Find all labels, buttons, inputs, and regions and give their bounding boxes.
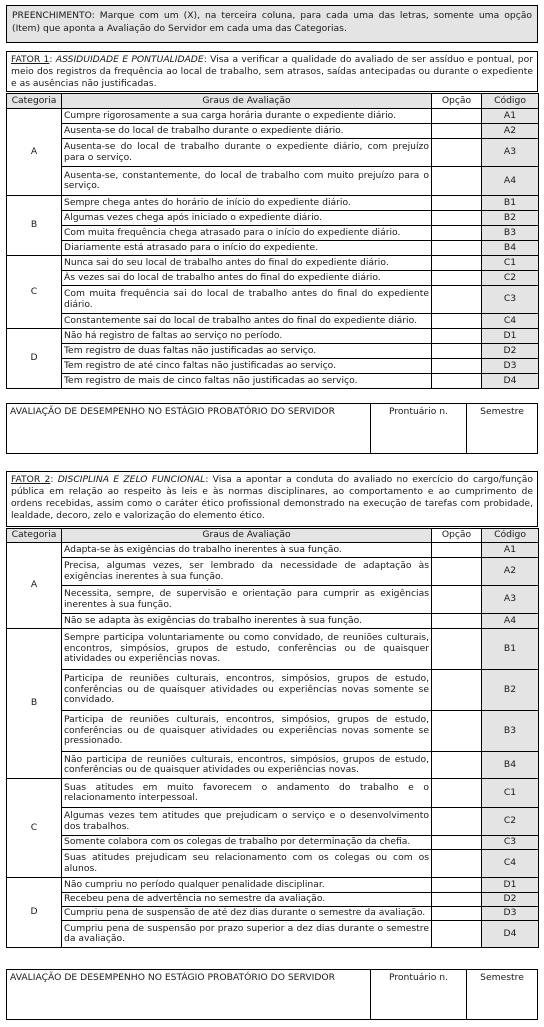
grade-description: Cumpriu pena de suspensão de até dez dias durante o semestre da avaliação. xyxy=(62,907,432,921)
grade-description: Ausenta-se do local de trabalho durante o expediente diário. xyxy=(62,124,432,139)
table-row xyxy=(7,167,539,196)
fator2-title: DISCIPLINA E ZELO FUNCIONAL xyxy=(57,474,206,485)
code-cell: B2 xyxy=(482,670,539,711)
grade-description: Adapta-se às exigências do trabalho inerentes à sua função. xyxy=(62,543,432,558)
table-row xyxy=(7,907,539,921)
fator1-description: : Visa a verificar a qualidade do avaliado de ser assíduo e pontual, por meio dos registros da frequência ao local de trabalho, sem atrasos, saídas antecipadas ou durante o expediente e as ausências não justificadas. xyxy=(11,54,533,89)
option-cell[interactable] xyxy=(432,271,482,286)
opcao-header: Opção xyxy=(432,94,482,109)
grade-description: Não há registro de faltas ao serviço no período. xyxy=(62,329,432,344)
grade-description: Somente colabora com os colegas de trabalho por determinação da chefia. xyxy=(62,836,432,850)
table-row xyxy=(7,752,539,779)
codigo-header: Código xyxy=(482,94,539,109)
option-cell[interactable] xyxy=(432,286,482,314)
fator2-table xyxy=(6,528,539,948)
category-cell: B xyxy=(7,629,62,779)
option-cell[interactable] xyxy=(432,124,482,139)
table-row xyxy=(7,836,539,850)
grade-description: Tem registro de mais de cinco faltas não justificadas ao serviço. xyxy=(62,374,432,389)
categoria-header: Categoria xyxy=(7,529,62,543)
code-cell: B3 xyxy=(482,711,539,752)
grade-description: Participa de reuniões culturais, encontros, simpósios, grupos de estudo, conferências ou de quaisquer atividades ou experiências novas somente se convidado. xyxy=(62,670,432,711)
fator2-intro xyxy=(6,471,538,527)
option-cell[interactable] xyxy=(432,314,482,329)
fator1-label: FATOR 1 xyxy=(11,54,50,65)
grade-description: Não se adapta às exigências do trabalho inerentes à sua função. xyxy=(62,614,432,629)
option-cell[interactable] xyxy=(432,614,482,629)
fator2-colon: : xyxy=(50,474,58,485)
category-cell: D xyxy=(7,878,62,948)
option-cell[interactable] xyxy=(432,374,482,389)
table-row xyxy=(7,614,539,629)
table-row xyxy=(7,124,539,139)
option-cell[interactable] xyxy=(432,836,482,850)
code-cell: D3 xyxy=(482,359,539,374)
grade-description: Diariamente está atrasado para o início do expediente. xyxy=(62,241,432,256)
code-cell: D1 xyxy=(482,878,539,893)
option-cell[interactable] xyxy=(432,670,482,711)
option-cell[interactable] xyxy=(432,359,482,374)
code-cell: A4 xyxy=(482,614,539,629)
fator1-intro xyxy=(6,51,538,92)
graus-header: Graus de Avaliação xyxy=(62,529,432,543)
fator1-footer xyxy=(6,403,538,454)
code-cell: B2 xyxy=(482,211,539,226)
option-cell[interactable] xyxy=(432,907,482,921)
table-row xyxy=(7,256,539,271)
grade-description: Com muita frequência chega atrasado para o início do expediente diário. xyxy=(62,226,432,241)
code-cell: D4 xyxy=(482,921,539,948)
code-cell: C2 xyxy=(482,808,539,836)
grade-description: Algumas vezes chega após iniciado o expediente diário. xyxy=(62,211,432,226)
table-row xyxy=(7,359,539,374)
table-row xyxy=(7,226,539,241)
code-cell: A4 xyxy=(482,167,539,196)
prontuario-field[interactable]: Prontuário n. xyxy=(371,970,467,1019)
table-row xyxy=(7,241,539,256)
footer-title: AVALIAÇÃO DE DESEMPENHO NO ESTÁGIO PROBATÓRIO DO SERVIDOR xyxy=(7,404,371,453)
grade-description: Cumpriu pena de suspensão por prazo superior a dez dias durante o semestre da avaliação. xyxy=(62,921,432,948)
option-cell[interactable] xyxy=(432,241,482,256)
grade-description: Ausenta-se do local de trabalho durante o expediente diário, com prejuízo para o serviço. xyxy=(62,139,432,167)
instructions-text: PREENCHIMENTO: Marque com um (X), na terceira coluna, para cada uma das letras, somente uma opção (Item) que aponta a Avaliação do Servidor em cada uma das Categorias. xyxy=(12,10,532,34)
table-row xyxy=(7,314,539,329)
table-row xyxy=(7,196,539,211)
fator2-footer xyxy=(6,969,538,1020)
option-cell[interactable] xyxy=(432,850,482,878)
category-cell: D xyxy=(7,329,62,389)
code-cell: B3 xyxy=(482,226,539,241)
grade-description: Sempre chega antes do horário de início do expediente diário. xyxy=(62,196,432,211)
code-cell: D2 xyxy=(482,893,539,907)
code-cell: C3 xyxy=(482,836,539,850)
category-cell: A xyxy=(7,543,62,629)
table-row xyxy=(7,286,539,314)
option-cell[interactable] xyxy=(432,752,482,779)
option-cell[interactable] xyxy=(432,211,482,226)
fator1-colon: : xyxy=(49,54,56,65)
option-cell[interactable] xyxy=(432,808,482,836)
table-row xyxy=(7,893,539,907)
category-cell: A xyxy=(7,109,62,196)
table-row xyxy=(7,211,539,226)
opcao-header: Opção xyxy=(432,529,482,543)
option-cell[interactable] xyxy=(432,779,482,808)
table-row xyxy=(7,878,539,893)
code-cell: C2 xyxy=(482,271,539,286)
table-row xyxy=(7,344,539,359)
footer-title: AVALIAÇÃO DE DESEMPENHO NO ESTÁGIO PROBATÓRIO DO SERVIDOR xyxy=(7,970,371,1019)
grade-description: Às vezes sai do local de trabalho antes do final do expediente diário. xyxy=(62,271,432,286)
option-cell[interactable] xyxy=(432,329,482,344)
categoria-header: Categoria xyxy=(7,94,62,109)
option-cell[interactable] xyxy=(432,226,482,241)
grade-description: Algumas vezes tem atitudes que prejudicam o serviço e o desenvolvimento dos trabalhos. xyxy=(62,808,432,836)
code-cell: C3 xyxy=(482,286,539,314)
table-header-row xyxy=(7,529,539,543)
option-cell[interactable] xyxy=(432,167,482,196)
code-cell: B4 xyxy=(482,241,539,256)
grade-description: Cumpre rigorosamente a sua carga horária durante o expediente diário. xyxy=(62,109,432,124)
code-cell: C1 xyxy=(482,256,539,271)
grade-description: Tem registro de até cinco faltas não justificadas ao serviço. xyxy=(62,359,432,374)
grade-description: Recebeu pena de advertência no semestre da avaliação. xyxy=(62,893,432,907)
semestre-field[interactable]: Semestre xyxy=(480,972,524,983)
grade-description: Sempre participa voluntariamente ou como convidado, de reuniões culturais, encontros, simpósios, grupos de estudo, conferências ou de quaisquer atividades ou experiências novas. xyxy=(62,629,432,670)
grade-description: Necessita, sempre, de supervisão e orientação para cumprir as exigências inerentes à sua função. xyxy=(62,586,432,614)
table-row xyxy=(7,711,539,752)
semestre-field[interactable]: Semestre xyxy=(480,406,524,417)
code-cell: A2 xyxy=(482,558,539,586)
grade-description: Participa de reuniões culturais, encontros, simpósios, grupos de estudo, conferências ou de quaisquer atividades ou experiências novas somente se pressionado. xyxy=(62,711,432,752)
code-cell: A3 xyxy=(482,139,539,167)
code-cell: B4 xyxy=(482,752,539,779)
table-row xyxy=(7,271,539,286)
option-cell[interactable] xyxy=(432,196,482,211)
graus-header: Graus de Avaliação xyxy=(62,94,432,109)
table-row xyxy=(7,586,539,614)
option-cell[interactable] xyxy=(432,921,482,948)
table-header-row xyxy=(7,94,539,109)
code-cell: D4 xyxy=(482,374,539,389)
code-cell: A3 xyxy=(482,586,539,614)
table-row xyxy=(7,808,539,836)
option-cell[interactable] xyxy=(432,109,482,124)
table-row xyxy=(7,670,539,711)
table-row xyxy=(7,109,539,124)
instructions-box xyxy=(6,5,538,43)
fator1-table xyxy=(6,93,539,389)
category-cell: C xyxy=(7,779,62,878)
fator2-description: : Visa a apontar a conduta do avaliado no exercício do cargo/função pública em relação ao respeito às leis e às normas disciplinares, ao comportamento e ao cumprimento de ordens recebidas, assim como o caráter ético profissional demonstrado na execução de tarefas com probidade, lealdade, decoro, zelo e valorização do elemento ético. xyxy=(11,474,533,521)
table-row xyxy=(7,921,539,948)
code-cell: D3 xyxy=(482,907,539,921)
option-cell[interactable] xyxy=(432,256,482,271)
category-cell: B xyxy=(7,196,62,256)
grade-description: Tem registro de duas faltas não justificadas ao serviço. xyxy=(62,344,432,359)
grade-description: Não cumpriu no período qualquer penalidade disciplinar. xyxy=(62,878,432,893)
table-row xyxy=(7,139,539,167)
table-row xyxy=(7,850,539,878)
code-cell: C1 xyxy=(482,779,539,808)
option-cell[interactable] xyxy=(432,586,482,614)
grade-description: Constantemente sai do local de trabalho antes do final do expediente diário. xyxy=(62,314,432,329)
code-cell: A1 xyxy=(482,543,539,558)
option-cell[interactable] xyxy=(432,543,482,558)
table-row xyxy=(7,779,539,808)
category-cell: C xyxy=(7,256,62,329)
code-cell: B1 xyxy=(482,629,539,670)
option-cell[interactable] xyxy=(432,711,482,752)
grade-description: Com muita frequência sai do local de trabalho antes do final do expediente diário. xyxy=(62,286,432,314)
table-row xyxy=(7,543,539,558)
code-cell: C4 xyxy=(482,850,539,878)
code-cell: A2 xyxy=(482,124,539,139)
grade-description: Suas atitudes prejudicam seu relacionamento com os colegas ou com os alunos. xyxy=(62,850,432,878)
option-cell[interactable] xyxy=(432,558,482,586)
grade-description: Ausenta-se, constantemente, do local de trabalho com muito prejuízo para o serviço. xyxy=(62,167,432,196)
option-cell[interactable] xyxy=(432,139,482,167)
table-row xyxy=(7,558,539,586)
code-cell: D1 xyxy=(482,329,539,344)
prontuario-field[interactable]: Prontuário n. xyxy=(371,404,467,453)
option-cell[interactable] xyxy=(432,344,482,359)
fator2-label: FATOR 2 xyxy=(11,474,51,485)
code-cell: A1 xyxy=(482,109,539,124)
grade-description: Nunca sai do seu local de trabalho antes do final do expediente diário. xyxy=(62,256,432,271)
table-row xyxy=(7,329,539,344)
table-row xyxy=(7,374,539,389)
option-cell[interactable] xyxy=(432,629,482,670)
grade-description: Não participa de reuniões culturais, encontros, simpósios, grupos de estudo, conferências ou de quaisquer atividades ou experiências novas. xyxy=(62,752,432,779)
fator1-title: ASSIDUIDADE E PONTUALIDADE xyxy=(55,54,204,65)
code-cell: B1 xyxy=(482,196,539,211)
option-cell[interactable] xyxy=(432,893,482,907)
code-cell: C4 xyxy=(482,314,539,329)
table-row xyxy=(7,629,539,670)
codigo-header: Código xyxy=(482,529,539,543)
code-cell: D2 xyxy=(482,344,539,359)
option-cell[interactable] xyxy=(432,878,482,893)
grade-description: Suas atitudes em muito favorecem o andamento do trabalho e o relacionamento interpessoal. xyxy=(62,779,432,808)
grade-description: Precisa, algumas vezes, ser lembrado da necessidade de adaptação às exigências inerentes à sua função. xyxy=(62,558,432,586)
